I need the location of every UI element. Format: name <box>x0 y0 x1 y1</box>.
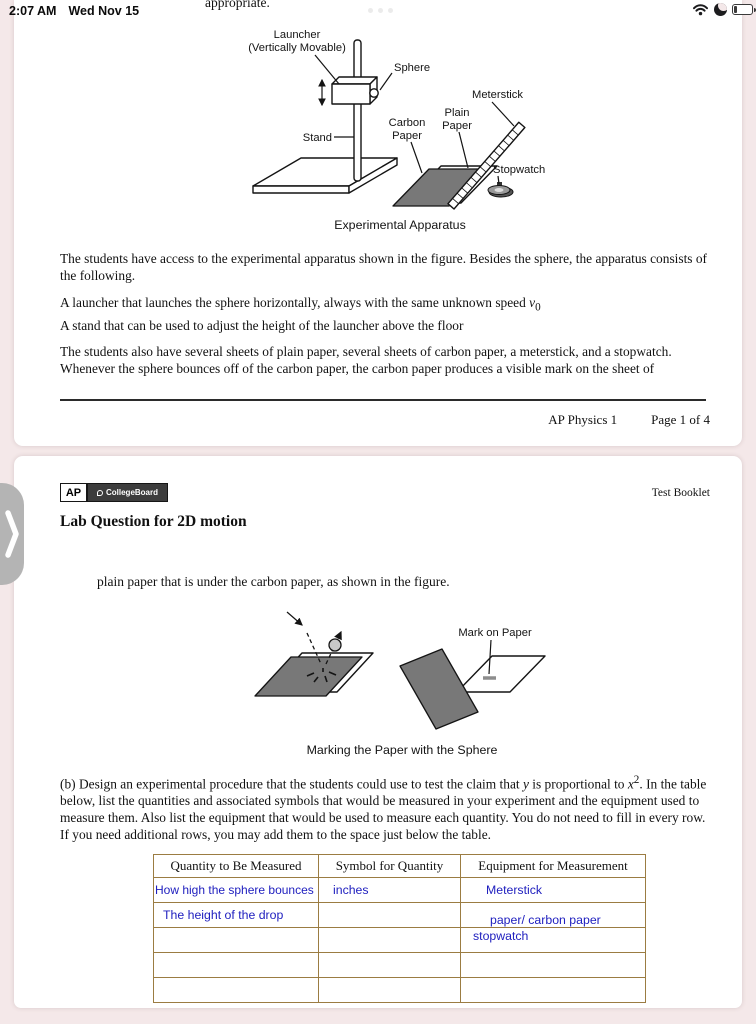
chevron-right-icon <box>2 483 22 585</box>
launcher-label: Launcher <box>273 29 321 41</box>
marked-plain-paper <box>457 656 545 692</box>
cell-equipment-2[interactable]: paper/ carbon paper <box>461 903 646 928</box>
launcher-line-text: A launcher that launches the sphere horizontally, always with the same unknown speed <box>60 295 530 310</box>
multitask-dots-icon[interactable] <box>368 8 393 13</box>
status-date: Wed Nov 15 <box>68 4 140 18</box>
speed-variable: v <box>529 295 536 310</box>
stopwatch-label: Stopwatch <box>493 164 546 176</box>
page-top-fragment: appropriate. <box>205 0 270 10</box>
marking-figure-caption: Marking the Paper with the Sphere <box>306 743 498 757</box>
test-booklet-label: Test Booklet <box>651 487 710 499</box>
collegeboard-logo <box>88 484 167 501</box>
table-row <box>154 978 646 1003</box>
table-header-row <box>154 855 646 878</box>
carbon-paper-label-2: Paper <box>392 130 422 142</box>
status-datetime <box>9 4 139 18</box>
cell-symbol-5[interactable] <box>319 978 461 1003</box>
sphere-shape <box>370 89 378 97</box>
speed-variable-subscript: 0 <box>535 301 541 314</box>
header-symbol: Symbol for Quantity <box>319 855 461 878</box>
sphere-label: Sphere <box>394 62 431 74</box>
status-time: 2:07 AM <box>9 4 57 18</box>
incoming-arrow <box>287 612 302 625</box>
moon-icon <box>714 3 727 16</box>
status-bar <box>0 0 756 22</box>
section-heading: Lab Question for 2D motion <box>60 513 247 530</box>
plain-paper-label: Plain <box>444 107 470 119</box>
stopwatch-shape <box>488 182 513 197</box>
variable-x-exponent: 2 <box>633 774 640 786</box>
question-b-text-1: (b) Design an experimental procedure that the students could use to test the claim that <box>60 776 523 792</box>
status-icons <box>692 3 753 16</box>
plain-paper-label-2: Paper <box>442 120 472 132</box>
cell-quantity-1[interactable]: How high the sphere bounces <box>154 878 319 903</box>
question-b-text-3: . In the table below, list the quantities and associated symbols that would be measured in your experiment and the equipment used to measure them. Also list the equipment that would be used to measure each quantity. You do not need to fill in every row. If you need additional rows, you may add them to the space just below the table. <box>60 776 707 843</box>
collegeboard-logo-text: CollegeBoard <box>106 488 159 497</box>
bouncing-sphere-shape <box>329 639 341 651</box>
launcher-label-2: (Vertically Movable) <box>248 42 346 54</box>
intro-continuation-text: plain paper that is under the carbon paper, as shown in the figure. <box>97 574 450 589</box>
header-quantity: Quantity to Be Measured <box>154 855 319 878</box>
paragraph-materials: The students also have several sheets of plain paper, several sheets of carbon paper, a meterstick, and a stopwatch. Whenever the sphere bounces off of the carbon paper, the carbon paper produces a visible mark on the sheet of <box>60 344 672 376</box>
page-footer <box>548 412 710 428</box>
measurement-table <box>153 854 646 1003</box>
footer-course-label: AP Physics 1 <box>548 412 618 427</box>
document-page-1 <box>14 0 742 446</box>
table-row <box>154 928 646 953</box>
cell-quantity-3[interactable] <box>154 928 319 953</box>
cell-symbol-1[interactable]: inches <box>319 878 461 903</box>
meterstick-label: Meterstick <box>472 89 523 101</box>
footer-divider <box>60 399 706 401</box>
paragraph-apparatus-access: The students have access to the experimental apparatus shown in the figure. Besides the sphere, the apparatus consists of the following. <box>60 251 708 283</box>
side-nav-handle[interactable] <box>0 483 24 585</box>
variable-x: x <box>627 776 634 792</box>
footer-page-number: Page 1 of 4 <box>651 412 710 427</box>
stand-base-plate <box>253 158 397 193</box>
document-page-2 <box>14 456 742 1008</box>
cell-equipment-3[interactable]: stopwatch <box>461 928 646 953</box>
header-equipment: Equipment for Measurement <box>461 855 646 878</box>
table-row <box>154 878 646 903</box>
figure-caption: Experimental Apparatus <box>334 218 466 232</box>
sphere-leader-line <box>380 73 392 90</box>
cell-quantity-4[interactable] <box>154 953 319 978</box>
table-row <box>154 903 646 928</box>
marking-figure <box>230 602 590 762</box>
cell-quantity-5[interactable] <box>154 978 319 1003</box>
stand-label: Stand <box>302 132 332 144</box>
question-b-paragraph <box>60 772 712 843</box>
acorn-icon <box>97 490 103 496</box>
plain-leader-line <box>459 132 468 168</box>
variable-y: y <box>522 776 529 792</box>
table-row <box>154 953 646 978</box>
ap-collegeboard-logo <box>60 483 168 502</box>
cell-equipment-5[interactable] <box>461 978 646 1003</box>
carbon-paper-label: Carbon <box>388 117 426 129</box>
cell-equipment-4[interactable] <box>461 953 646 978</box>
carbon-leader-line <box>411 142 422 173</box>
ap-logo-text: AP <box>61 484 88 501</box>
paragraph-equipment-list <box>60 294 712 334</box>
launcher-leader-line <box>315 55 339 84</box>
cell-quantity-2[interactable]: The height of the drop <box>154 903 319 928</box>
mark-on-paper-label: Mark on Paper <box>458 627 532 639</box>
cell-equipment-1[interactable]: Meterstick <box>461 878 646 903</box>
wifi-icon <box>692 3 709 16</box>
question-b-text-2: is proportional to <box>528 776 628 792</box>
cell-symbol-2[interactable] <box>319 903 461 928</box>
apparatus-figure <box>235 26 565 238</box>
stand-rod <box>354 40 361 181</box>
launcher-box <box>332 77 378 104</box>
meterstick-leader-line <box>492 102 514 126</box>
cell-symbol-4[interactable] <box>319 953 461 978</box>
cell-symbol-3[interactable] <box>319 928 461 953</box>
stand-line-text: A stand that can be used to adjust the height of the launcher above the floor <box>60 317 464 333</box>
battery-icon <box>732 4 753 15</box>
